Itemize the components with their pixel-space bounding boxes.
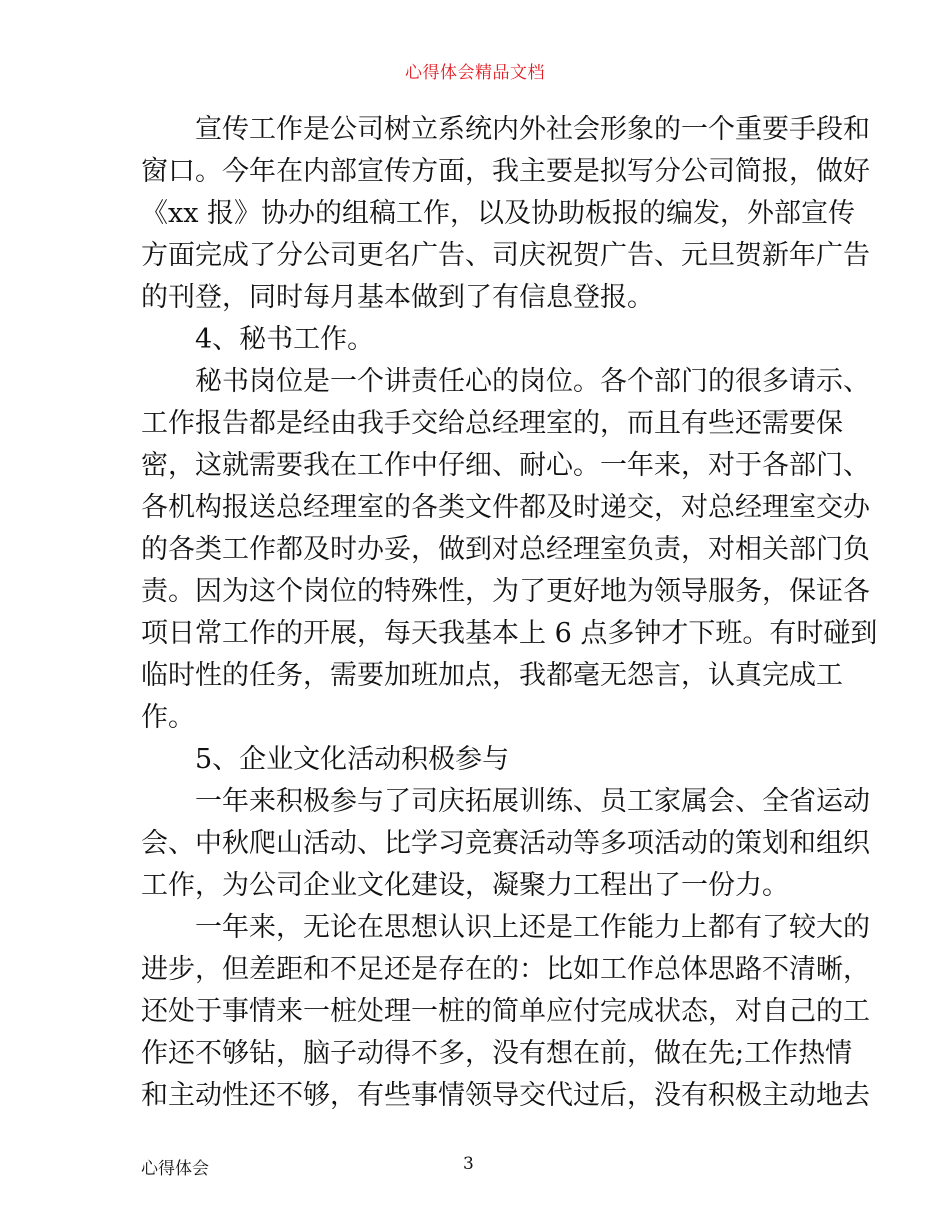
- body-line: 密，这就需要我在工作中仔细、耐心。一年来，对于各部门、: [141, 450, 870, 481]
- body-line: 责。因为这个岗位的特殊性，为了更好地为领导服务，保证各: [141, 576, 870, 607]
- body-line: 一年来积极参与了司庆拓展训练、员工家属会、全省运动: [141, 786, 870, 817]
- body-line: 还处于事情来一桩处理一桩的简单应付完成状态，对自己的工: [141, 996, 870, 1027]
- section-heading: 4、秘书工作。: [141, 324, 375, 355]
- body-line: 的各类工作都及时办妥，做到对总经理室负责，对相关部门负: [141, 534, 870, 565]
- page-number: 3: [463, 1154, 474, 1174]
- body-line: 窗口。今年在内部宣传方面，我主要是拟写分公司简报，做好: [141, 156, 870, 187]
- body-line: 各机构报送总经理室的各类文件都及时递交，对总经理室交办: [141, 492, 870, 523]
- body-line: 方面完成了分公司更名广告、司庆祝贺广告、元旦贺新年广告: [141, 240, 870, 271]
- body-line: 项日常工作的开展，每天我基本上 6 点多钟才下班。有时碰到: [141, 618, 878, 649]
- body-line: 宣传工作是公司树立系统内外社会形象的一个重要手段和: [141, 114, 870, 145]
- body-line: 作。: [141, 702, 195, 733]
- body-line: 临时性的任务，需要加班加点，我都毫无怨言，认真完成工: [141, 660, 843, 691]
- body-line: 和主动性还不够，有些事情领导交代过后，没有积极主动地去: [141, 1080, 870, 1111]
- section-heading: 5、企业文化活动积极参与: [141, 744, 510, 775]
- body-line: 《xx 报》协办的组稿工作，以及协助板报的编发，外部宣传: [141, 198, 856, 229]
- body-line: 作还不够钻，脑子动得不多，没有想在前，做在先;工作热情: [141, 1038, 853, 1069]
- footer-label: 心得体会: [141, 1159, 209, 1179]
- body-line: 进步，但差距和不足还是存在的：比如工作总体思路不清晰，: [141, 954, 870, 985]
- document-header-title: 心得体会精品文档: [405, 63, 545, 83]
- body-line: 会、中秋爬山活动、比学习竞赛活动等多项活动的策划和组织: [141, 828, 870, 859]
- body-line: 的刊登，同时每月基本做到了有信息登报。: [141, 282, 654, 313]
- body-line: 工作报告都是经由我手交给总经理室的，而且有些还需要保: [141, 408, 843, 439]
- body-line: 秘书岗位是一个讲责任心的岗位。各个部门的很多请示、: [141, 366, 870, 397]
- body-line: 一年来，无论在思想认识上还是工作能力上都有了较大的: [141, 912, 870, 943]
- body-line: 工作，为公司企业文化建设，凝聚力工程出了一份力。: [141, 870, 789, 901]
